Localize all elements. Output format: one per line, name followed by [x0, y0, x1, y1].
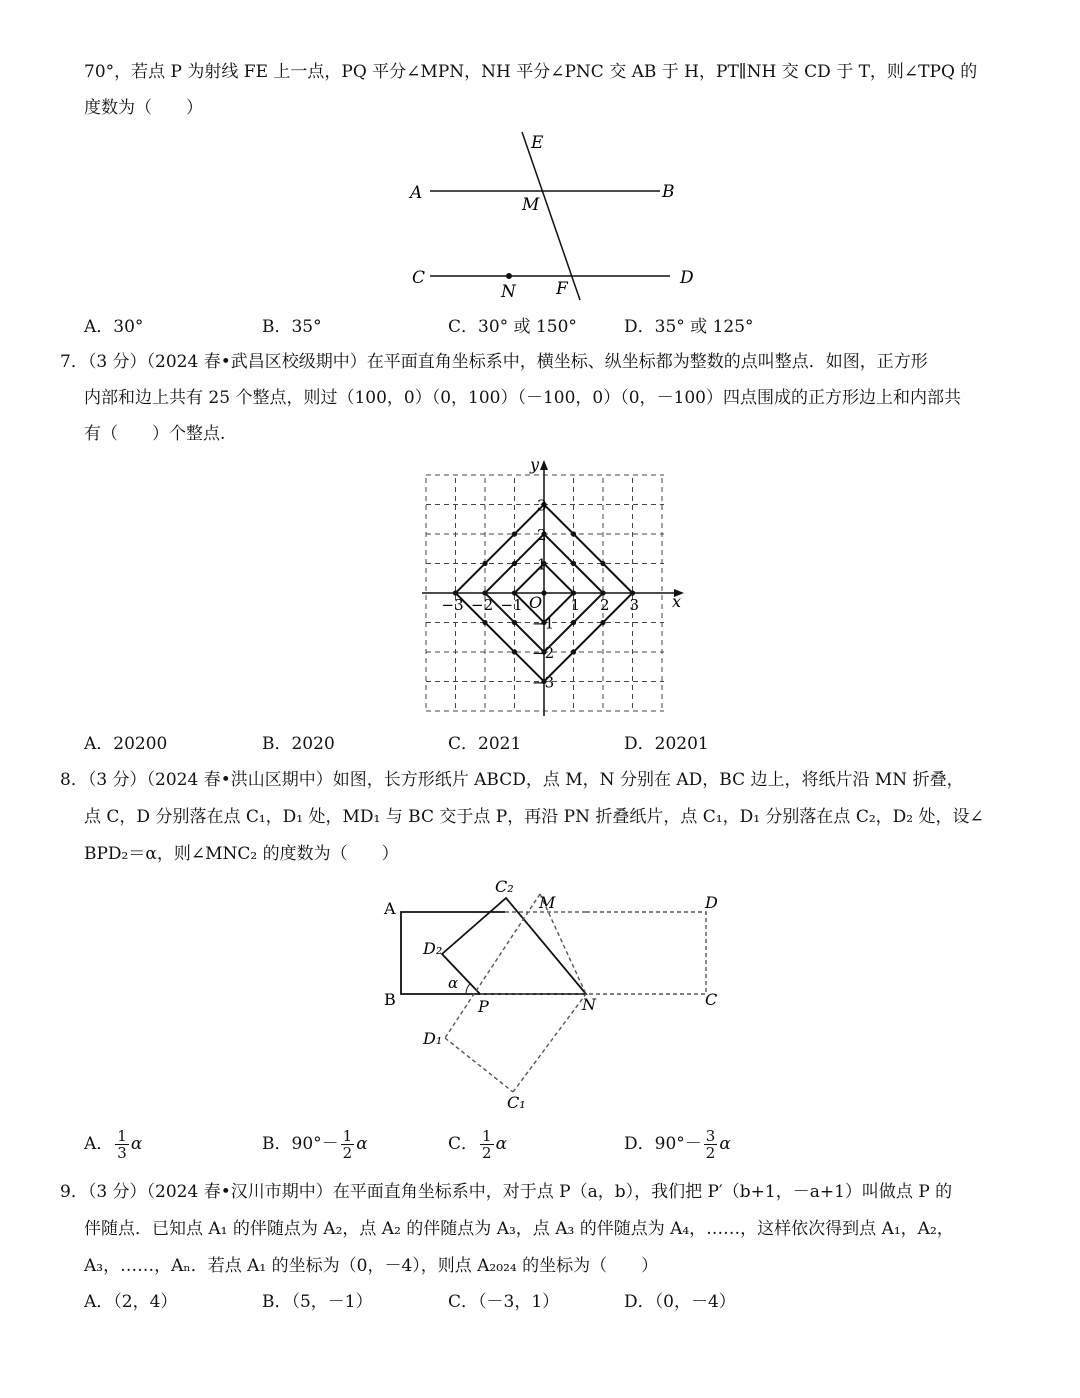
lattice-point — [571, 620, 576, 625]
lattice-point — [453, 590, 458, 595]
label-C: C — [412, 268, 426, 288]
y-tick-label: −3 — [532, 673, 555, 692]
y-tick-label: −2 — [532, 644, 555, 662]
lattice-point — [600, 620, 605, 625]
q8-option-d[interactable]: D．90°－ $\frac{3}{2}$ α — [624, 1127, 731, 1162]
label-A: A — [410, 183, 423, 203]
q9-option-a[interactable]: A．（2，4） — [84, 1292, 178, 1312]
label-B: B — [384, 990, 396, 1009]
q7-option-a[interactable]: A．20200 — [84, 734, 168, 754]
q8-option-a[interactable]: A． $\frac{1}{3}$ α — [84, 1127, 143, 1162]
label-M: M — [539, 893, 556, 912]
lattice-point — [482, 620, 487, 625]
x-tick-label: −3 — [441, 596, 464, 614]
q8-text-line-2: 点 C，D 分别落在点 C₁，D₁ 处，MD₁ 与 BC 交于点 P，再沿 PN 折叠纸片，点 C₁，D₁ 分别落在点 C₂，D₂ 处，设∠ — [84, 807, 984, 827]
lattice-point — [541, 590, 546, 595]
lattice-point — [482, 590, 487, 595]
q7-option-c[interactable]: C．2021 — [448, 734, 522, 754]
label-C1: C₁ — [507, 1093, 526, 1112]
y-axis-label: y — [530, 456, 540, 474]
y-tick-label: 1 — [537, 555, 547, 574]
q8-text-line-3: BPD₂＝α，则∠MNC₂ 的度数为（ ） — [84, 844, 399, 864]
lattice-point — [512, 620, 517, 625]
lattice-point — [512, 649, 517, 654]
lattice-point — [512, 561, 517, 566]
q9-text-line-3: A₃，……，Aₙ．若点 A₁ 的坐标为（0，－4），则点 A₂₀₂₄ 的坐标为（ ） — [84, 1256, 659, 1276]
q9-option-c[interactable]: C．（－3，1） — [448, 1292, 560, 1312]
x-axis-label: x — [672, 592, 682, 611]
label-D2: D₂ — [423, 939, 443, 958]
x-tick-label: 3 — [629, 596, 640, 614]
label-alpha: α — [448, 974, 459, 992]
label-N: N — [582, 995, 596, 1014]
q7-coordinate-figure — [418, 456, 690, 718]
q6-option-a[interactable]: A．30° — [84, 317, 144, 337]
x-tick-label: −1 — [500, 596, 523, 614]
lattice-point — [571, 590, 576, 595]
q6-option-c[interactable]: C．30° 或 150° — [448, 317, 577, 337]
q8-text-line-1: 8．（3 分）（2024 春•洪山区期中）如图，长方形纸片 ABCD，点 M，N 分别在 AD，BC 边上，将纸片沿 MN 折叠， — [60, 770, 964, 790]
lattice-point — [482, 561, 487, 566]
label-A: A — [384, 899, 396, 918]
q7-options — [84, 730, 984, 758]
label-B: B — [662, 182, 675, 202]
x-tick-label: 1 — [570, 596, 581, 614]
q9-option-d[interactable]: D．（0，－4） — [624, 1292, 736, 1312]
q8-option-b[interactable]: B．90°－ $\frac{1}{2}$ α — [262, 1127, 368, 1162]
q6-text-line-1: 70°，若点 P 为射线 FE 上一点，PQ 平分∠MPN，NH 平分∠PNC 交 AB 于 H，PT∥NH 交 CD 于 T，则∠TPQ 的 — [84, 62, 978, 82]
lattice-point — [600, 561, 605, 566]
q7-text-line-1: 7．（3 分）（2024 春•武昌区校级期中）在平面直角坐标系中，横坐标、纵坐标都为整数的点叫整点．如图，正方形 — [60, 352, 928, 372]
q6-option-b[interactable]: B．35° — [262, 317, 322, 337]
label-C: C — [705, 990, 718, 1009]
lattice-point — [630, 590, 635, 595]
label-D: D — [705, 893, 718, 912]
q9-options — [84, 1288, 984, 1316]
label-E: E — [531, 133, 544, 153]
y-tick-label: −1 — [532, 614, 555, 633]
q9-text-line-2: 伴随点．已知点 A₁ 的伴随点为 A₂，点 A₂ 的伴随点为 A₃，点 A₃ 的伴随点为 A₄，……，这样依次得到点 A₁，A₂， — [84, 1219, 954, 1239]
q8-options — [84, 1128, 984, 1168]
label-D1: D₁ — [423, 1029, 443, 1048]
lattice-point — [600, 590, 605, 595]
q9-option-b[interactable]: B．（5，－1） — [262, 1292, 373, 1312]
lattice-point — [571, 561, 576, 566]
y-tick-label: 3 — [537, 496, 547, 515]
q7-option-d[interactable]: D．20201 — [624, 734, 709, 754]
label-M: M — [522, 195, 540, 215]
lattice-point — [571, 531, 576, 536]
y-tick-label: 2 — [537, 526, 547, 544]
x-tick-label: 2 — [600, 596, 610, 614]
label-P: P — [478, 997, 489, 1016]
q7-text-line-3: 有（ ）个整点. — [84, 424, 226, 444]
q8-folding-figure — [380, 874, 730, 1120]
label-F: F — [556, 279, 568, 299]
label-D: D — [680, 268, 694, 288]
origin-label: O — [529, 593, 543, 612]
q8-option-c[interactable]: C． $\frac{1}{2}$ α — [448, 1127, 508, 1162]
q6-text-line-2: 度数为（ ） — [84, 98, 203, 118]
q7-text-line-2: 内部和边上共有 25 个整点，则过（100，0）（0，100）（－100，0）（0，－100）四点围成的正方形边上和内部共 — [84, 388, 961, 408]
lattice-point — [512, 590, 517, 595]
x-tick-label: −2 — [471, 596, 494, 614]
label-C2: C₂ — [495, 877, 514, 896]
y-axis-arrow — [540, 460, 548, 470]
label-N: N — [501, 282, 516, 302]
q9-text-line-1: 9．（3 分）（2024 春•汉川市期中）在平面直角坐标系中，对于点 P（a，b），我们把 P′（b+1，－a+1）叫做点 P 的 — [60, 1182, 953, 1202]
lattice-point — [512, 531, 517, 536]
q7-option-b[interactable]: B．2020 — [262, 734, 335, 754]
q6-option-d[interactable]: D．35° 或 125° — [624, 317, 754, 337]
q6-options — [84, 313, 984, 341]
q6-figure — [400, 128, 710, 308]
lattice-point — [571, 649, 576, 654]
